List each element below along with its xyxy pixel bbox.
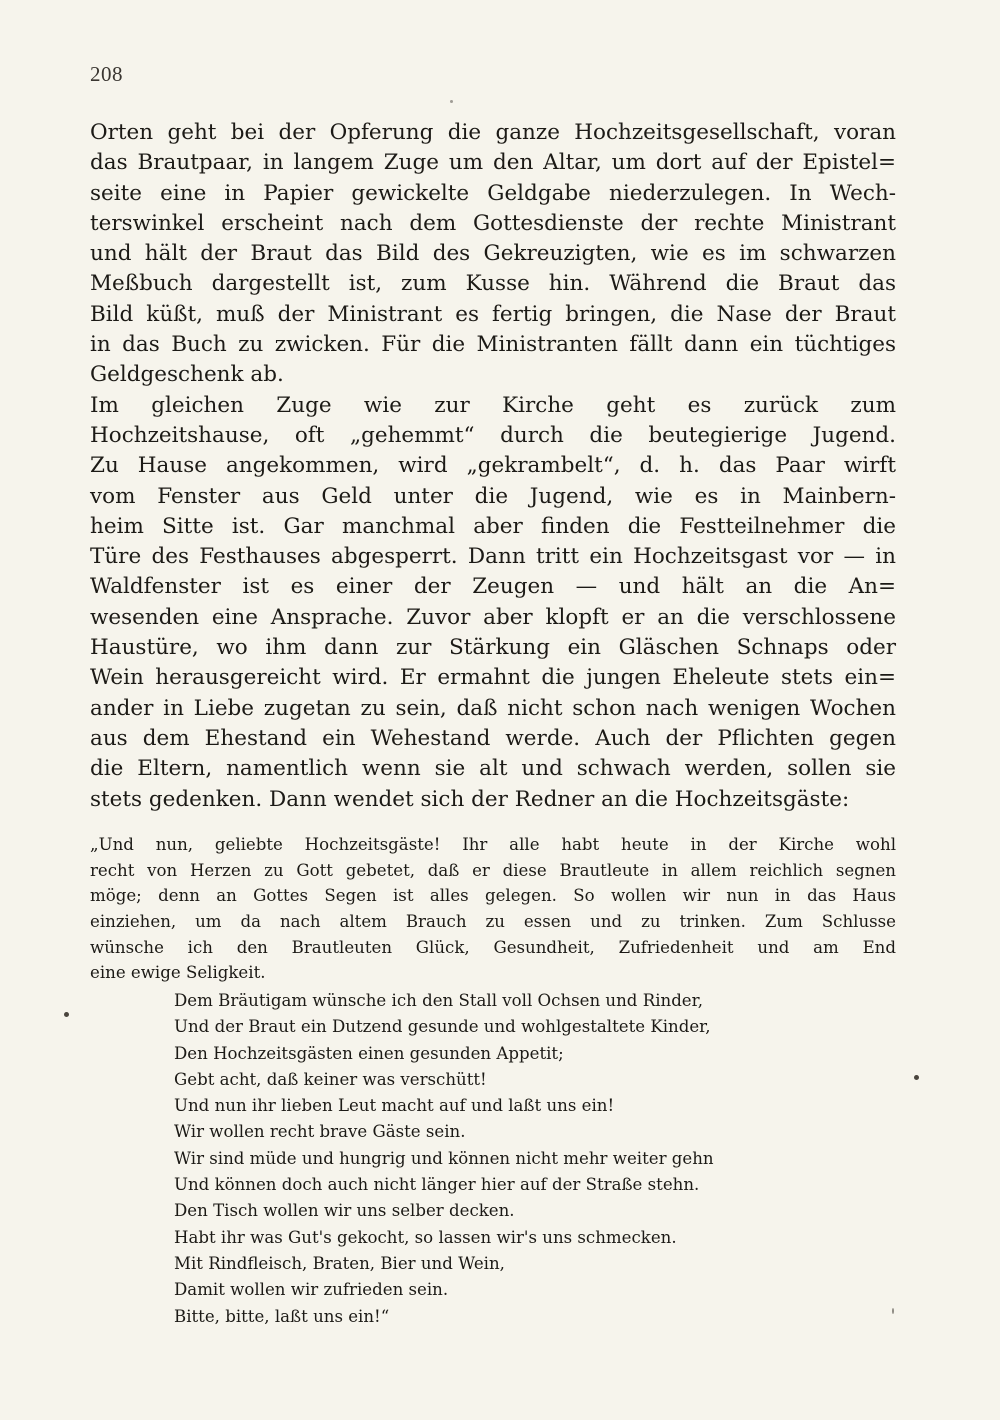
paragraph-line: Orten geht bei der Opferung die ganze Hochzeitsgesellschaft, voran [90, 120, 896, 145]
paragraph-line: Waldfenster ist es einer der Zeugen — und hält an die An= [90, 574, 896, 600]
verse-line: Den Hochzeitsgästen einen gesunden Appetit; [174, 1043, 564, 1063]
speech-line: „Und nun, geliebte Hochzeitsgäste! Ihr alle habt heute in der Kirche wohl [90, 835, 896, 854]
verse-line: Und nun ihr lieben Leut macht auf und laßt uns ein! [174, 1096, 615, 1116]
paragraph-line: Zu Hause angekommen, wird „gekrambelt“, d. h. das Paar wirft [90, 453, 896, 479]
paragraph-line: in das Buch zu zwicken. Für die Ministranten fällt dann ein tüchtiges [90, 332, 896, 358]
verse-line: Gebt acht, daß keiner was verschütt! [174, 1069, 487, 1089]
paragraph-line: das Brautpaar, in langem Zuge um den Altar, um dort auf der Epistel= [90, 150, 896, 176]
paragraph-line: Wein herausgereicht wird. Er ermahnt die jungen Eheleute stets ein= [90, 665, 896, 691]
paragraph-line: ander in Liebe zugetan zu sein, daß nicht schon nach wenigen Wochen [90, 695, 896, 721]
verse-line: Mit Rindfleisch, Braten, Bier und Wein, [174, 1253, 505, 1273]
verse-block [174, 988, 834, 1330]
main-paragraph [90, 118, 896, 815]
verse-line: Wir sind müde und hungrig und können nicht mehr weiter gehn [174, 1148, 714, 1168]
verse-line: Bitte, bitte, laßt uns ein!“ [174, 1306, 390, 1326]
speech-line: eine ewige Seligkeit. [90, 963, 266, 983]
speech-line: wünsche ich den Brautleuten Glück, Gesundheit, Zufriedenheit und am End [90, 937, 896, 957]
paragraph-line: Türe des Festhauses abgesperrt. Dann tritt ein Hochzeitsgast vor — in [90, 544, 896, 570]
paragraph-line: Hochzeitshause, oft „gehemmt“ durch die beutegierige Jugend. [90, 422, 896, 448]
page-number: 208 [90, 62, 123, 86]
paragraph-line: und hält der Braut das Bild des Gekreuzigten, wie es im schwarzen [90, 241, 896, 267]
paragraph-line: wesenden eine Ansprache. Zuvor aber klopft er an die verschlossene [90, 604, 896, 630]
verse-line: Habt ihr was Gut's gekocht, so lassen wir's uns schmecken. [174, 1227, 677, 1247]
paper-speck [914, 1075, 919, 1080]
speech-line: recht von Herzen zu Gott gebetet, daß er diese Brautleute in allem reichlich segnen [90, 860, 896, 880]
paper-speck [892, 1308, 894, 1314]
speech-line: möge; denn an Gottes Segen ist alles gelegen. So wollen wir nun in das Haus [90, 886, 896, 906]
verse-line: Dem Bräutigam wünsche ich den Stall voll Ochsen und Rinder, [174, 991, 704, 1010]
paragraph-line: Geldgeschenk ab. [90, 362, 284, 388]
paragraph-line: die Eltern, namentlich wenn sie alt und schwach werden, sollen sie [90, 756, 896, 782]
paragraph-line: vom Fenster aus Geld unter die Jugend, wie es in Mainbern- [90, 483, 896, 509]
paper-speck [64, 1012, 69, 1017]
paragraph-line: Haustüre, wo ihm dann zur Stärkung ein Gläschen Schnaps oder [90, 635, 896, 661]
verse-line: Damit wollen wir zufrieden sein. [174, 1280, 449, 1300]
verse-line: Und können doch auch nicht länger hier auf der Straße stehn. [174, 1175, 700, 1195]
paragraph-line: terswinkel erscheint nach dem Gottesdienste der rechte Ministrant [90, 210, 896, 236]
paragraph-line: stets gedenken. Dann wendet sich der Redner an die Hochzeitsgäste: [90, 786, 850, 812]
verse-line: Den Tisch wollen wir uns selber decken. [174, 1201, 515, 1221]
paragraph-line: heim Sitte ist. Gar manchmal aber finden die Festteilnehmer die [90, 513, 896, 539]
verse-line: Und der Braut ein Dutzend gesunde und wohlgestaltete Kinder, [174, 1017, 711, 1037]
speech-line: einziehen, um da nach altem Brauch zu essen und zu trinken. Zum Schlusse [90, 912, 896, 932]
paragraph-line: Bild küßt, muß der Ministrant es fertig bringen, die Nase der Braut [90, 301, 896, 327]
paper-speck [450, 100, 453, 103]
speech-paragraph [90, 832, 896, 986]
verse-line: Wir wollen recht brave Gäste sein. [174, 1122, 466, 1142]
paragraph-line: aus dem Ehestand ein Wehestand werde. Auch der Pflichten gegen [90, 725, 896, 751]
paragraph-line: Meßbuch dargestellt ist, zum Kusse hin. Während die Braut das [90, 271, 896, 297]
paragraph-line: Im gleichen Zuge wie zur Kirche geht es zurück zum [90, 392, 896, 418]
paragraph-line: seite eine in Papier gewickelte Geldgabe niederzulegen. In Wech- [90, 180, 896, 206]
